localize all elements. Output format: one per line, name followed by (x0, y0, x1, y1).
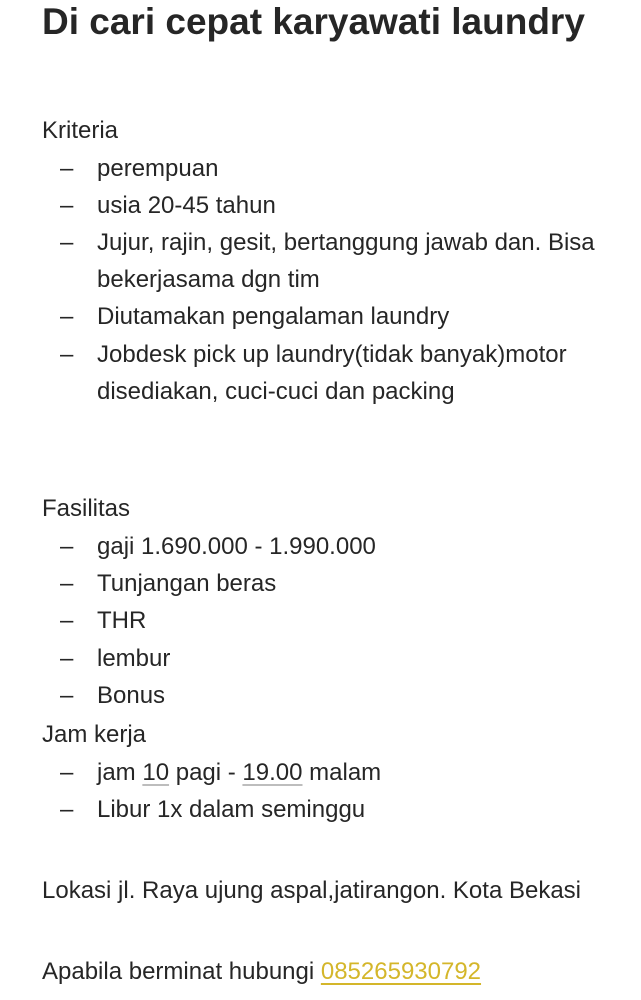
contact-line (42, 953, 481, 990)
list-item (60, 602, 620, 639)
dash-bullet: – (60, 682, 74, 709)
list-item (60, 528, 620, 565)
jam-start: 10 (142, 759, 170, 786)
jam-suffix: malam (302, 759, 382, 786)
dash-bullet: – (60, 303, 74, 330)
list-item-text: usia 20-45 tahun (97, 192, 276, 219)
kriteria-label: Kriteria (42, 117, 119, 144)
jam-middle: pagi - (169, 759, 243, 786)
list-item (60, 224, 620, 298)
list-item-text: gaji 1.690.000 - 1.990.000 (97, 533, 376, 560)
lokasi-text: Lokasi jl. Raya ujung aspal,jatirangon. Kota Bekasi (42, 877, 581, 904)
list-item-text (97, 754, 620, 791)
dash-bullet: – (60, 155, 74, 182)
list-item (60, 754, 620, 791)
dash-bullet: – (60, 645, 74, 672)
jam-end: 19.00 (242, 759, 303, 786)
dash-bullet: – (60, 759, 74, 786)
dash-bullet: – (60, 229, 74, 256)
list-item (60, 298, 620, 335)
list-item (60, 677, 620, 714)
list-item (60, 336, 620, 410)
list-item-text: perempuan (97, 155, 219, 182)
dash-bullet: – (60, 570, 74, 597)
list-item-text: Bonus (97, 682, 166, 709)
list-item (60, 187, 620, 224)
list-item-text: Diutamakan pengalaman laundry (97, 303, 450, 330)
phone-link[interactable]: 085265930792 (320, 958, 482, 985)
list-item (60, 150, 620, 187)
dash-bullet: – (60, 192, 74, 219)
dash-bullet: – (60, 607, 74, 634)
jam-prefix: jam (97, 759, 143, 786)
list-item-text: lembur (97, 645, 171, 672)
list-item-text: THR (97, 607, 147, 634)
dash-bullet: – (60, 533, 74, 560)
dash-bullet: – (60, 341, 74, 368)
list-item-text: Libur 1x dalam seminggu (97, 796, 366, 823)
list-item-text: Jujur, rajin, gesit, bertanggung jawab dan. Bisa bekerjasama dgn tim (97, 229, 595, 293)
page-title: Di cari cepat karyawati laundry (42, 1, 585, 42)
list-item-text: Tunjangan beras (97, 570, 277, 597)
list-item (60, 791, 620, 828)
jam-kerja-label: Jam kerja (42, 721, 147, 748)
dash-bullet: – (60, 796, 74, 823)
list-item-text: Jobdesk pick up laundry(tidak banyak)motor disediakan, cuci-cuci dan packing (97, 341, 567, 405)
fasilitas-label: Fasilitas (42, 495, 131, 522)
list-item (60, 640, 620, 677)
list-item (60, 565, 620, 602)
contact-text: Apabila berminat hubungi (42, 958, 321, 985)
